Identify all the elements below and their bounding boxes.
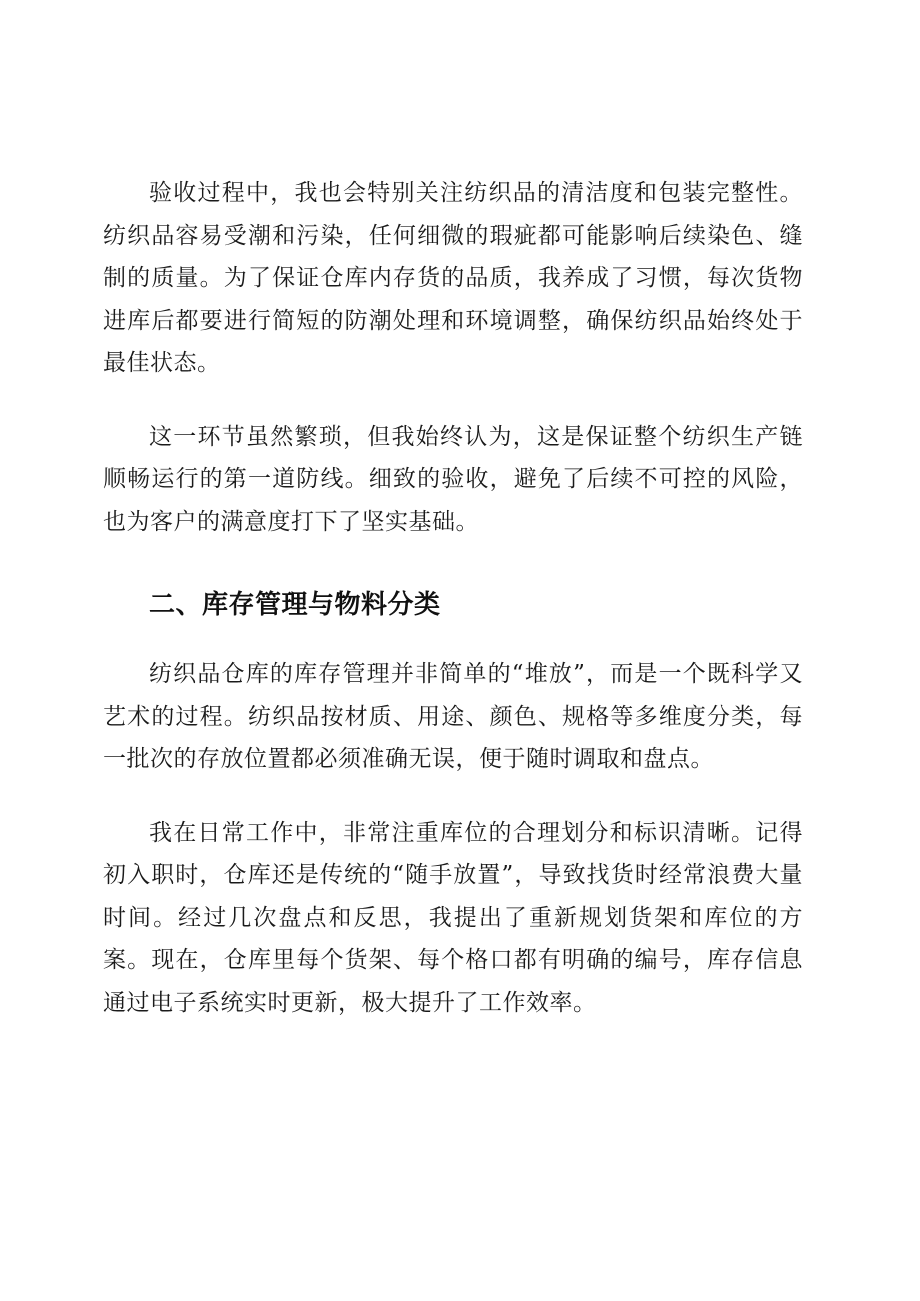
document-body [103, 172, 803, 1024]
paragraph-inventory-classification: 纺织品仓库的库存管理并非简单的“堆放”，而是一个既科学又艺术的过程。纺织品按材质、用途、颜色、规格等多维度分类，每一批次的存放位置都必须准确无误，便于随时调取和盘点。 [103, 661, 803, 772]
paragraph-inspection-cleanliness: 验收过程中，我也会特别关注纺织品的清洁度和包装完整性。纺织品容易受潮和污染，任何细微的瑕疵都可能影响后续染色、缝制的质量。为了保证仓库内存货的品质，我养成了习惯，每次货物进库后都要进行简短的防潮处理和环境调整，确保纺织品始终处于最佳状态。 [103, 180, 803, 376]
paragraph-storage-location-planning: 我在日常工作中，非常注重库位的合理划分和标识清晰。记得初入职时，仓库还是传统的“随手放置”，导致找货时经常浪费大量时间。经过几次盘点和反思，我提出了重新规划货架和库位的方案。现在，仓库里每个货架、每个格口都有明确的编号，库存信息通过电子系统实时更新，极大提升了工作效率。 [103, 819, 803, 1016]
section-heading-inventory-management: 二、库存管理与物料分类 [149, 590, 441, 620]
paragraph-first-defense-line: 这一环节虽然繁琐，但我始终认为，这是保证整个纺织生产链顺畅运行的第一道防线。细致的验收，避免了后续不可控的风险，也为客户的满意度打下了坚实基础。 [103, 423, 803, 535]
